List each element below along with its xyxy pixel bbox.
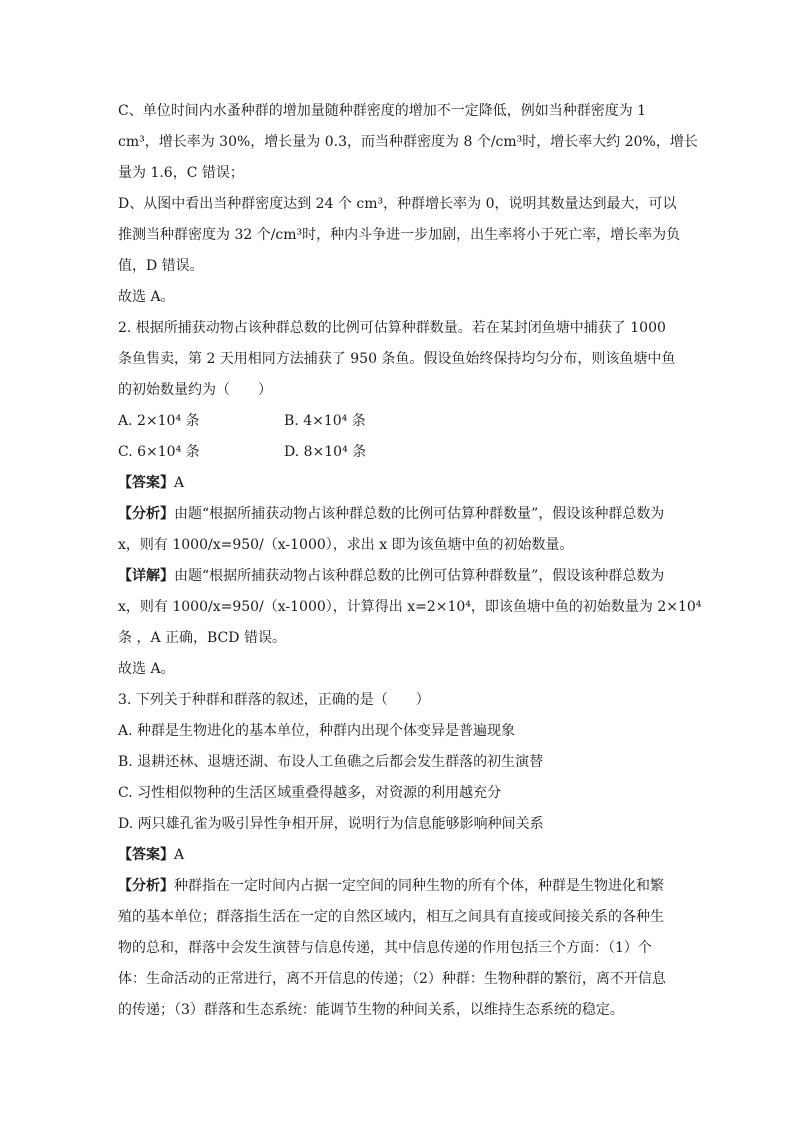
q2-analysis-line (118, 499, 678, 530)
q2-answer (118, 468, 678, 499)
q3-analysis-line: 物的总和，群落中会发生演替与信息传递，其中信息传递的作用包括三个方面：（1）个 (118, 940, 652, 956)
text-line: 量为 1.6，C 错误； (118, 165, 244, 181)
answer-value: A (174, 847, 185, 863)
analysis-tag: 【分析】 (118, 878, 174, 894)
q3-option-b: B. 退耕还林、退塘还湖、布设人工鱼礁之后都会发生群落的初生演替 (118, 754, 544, 770)
q3-option-c: C. 习性相似物种的生活区域重叠得越多，对资源的利用越充分 (118, 785, 502, 801)
q2-stem-line: 条鱼售卖，第 2 天用相同方法捕获了 950 条鱼。假设鱼始终保持均匀分布，则该鱼塘中鱼 (118, 351, 676, 367)
q2-options-row (118, 406, 678, 437)
answer-tag: 【答案】 (118, 475, 174, 491)
q2-option-d: D. 8×10⁴ 条 (284, 444, 367, 460)
q2-stem-line: 2. 根据所捕获动物占该种群总数的比例可估算种群数量。若在某封闭鱼塘中捕获了 1000 (118, 320, 666, 336)
q2-option-c: C. 6×10⁴ 条 (118, 444, 200, 460)
text-line: cm³，增长率为 30%，增长量为 0.3，而当种群密度为 8 个/cm³时，增长率大约 20%，增长 (118, 134, 698, 150)
text-line: D、从图中看出当种群密度达到 24 个 cm³，种群增长率为 0，说明其数量达到最大，可以 (118, 196, 677, 212)
analysis-text: 种群指在一定时间内占据一定空间的同种生物的所有个体，种群是生物进化和繁 (174, 878, 664, 894)
q3-stem: 3. 下列关于种群和群落的叙述，正确的是（ ） (118, 692, 430, 708)
text-line: 值，D 错误。 (118, 258, 204, 274)
q3-answer (118, 840, 678, 871)
q2-detail-line (118, 561, 678, 592)
q3-analysis-line (118, 871, 678, 902)
analysis-text: 由题“根据所捕获动物占该种群总数的比例可估算种群数量”，假设该种群总数为 (174, 506, 665, 522)
q2-option-b: B. 4×10⁴ 条 (284, 413, 366, 429)
choose-line: 故选 A。 (118, 289, 175, 305)
q2-analysis-line: x，则有 1000/x=950/（x-1000），求出 x 即为该鱼塘中鱼的初始数量。 (118, 537, 574, 553)
detail-tag: 【详解】 (118, 568, 174, 584)
q3-analysis-line: 体：生命活动的正常进行，离不开信息的传递；（2）种群：生物种群的繁衍，离不开信息 (118, 971, 666, 987)
document-body (118, 96, 702, 1026)
q3-option-d: D. 两只雄孔雀为吸引异性争相开屏，说明行为信息能够影响种间关系 (118, 816, 544, 832)
q2-option-a: A. 2×10⁴ 条 (118, 413, 200, 429)
q3-analysis-line: 殖的基本单位；群落指生活在一定的自然区域内，相互之间具有直接或间接关系的各种生 (118, 909, 664, 925)
answer-value: A (174, 475, 185, 491)
text-line: C、单位时间内水蚤种群的增加量随种群密度的增加不一定降低，例如当种群密度为 1 (118, 103, 647, 119)
q2-detail-line: 条 ，A 正确，BCD 错误。 (118, 630, 286, 646)
analysis-tag: 【分析】 (118, 506, 174, 522)
q3-analysis-line: 的传递；（3）群落和生态系统：能调节生物的种间关系，以维持生态系统的稳定。 (118, 1002, 624, 1018)
q2-detail-line: x，则有 1000/x=950/（x-1000），计算得出 x=2×10⁴，即该鱼塘中鱼的初始数量为 2×10⁴ (118, 599, 702, 615)
q3-option-a: A. 种群是生物进化的基本单位，种群内出现个体变异是普遍现象 (118, 723, 516, 739)
text-line: 推测当种群密度为 32 个/cm³时，种内斗争进一步加剧，出生率将小于死亡率，增长率为负 (118, 227, 681, 243)
q2-stem-line: 的初始数量约为（ ） (118, 382, 272, 398)
choose-line: 故选 A。 (118, 661, 175, 677)
detail-text: 由题“根据所捕获动物占该种群总数的比例可估算种群数量”，假设该种群总数为 (174, 568, 665, 584)
answer-tag: 【答案】 (118, 847, 174, 863)
q2-options-row (118, 437, 678, 468)
